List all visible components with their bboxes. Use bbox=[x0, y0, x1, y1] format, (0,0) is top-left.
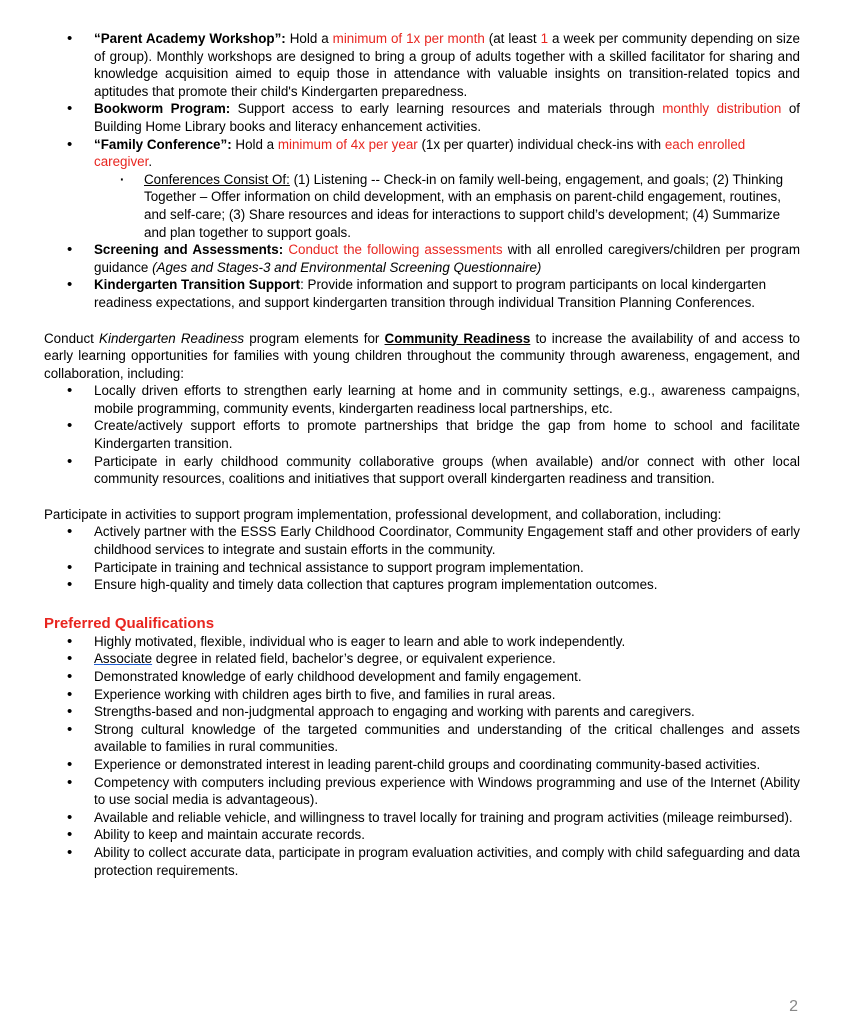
list-item-family-conference bbox=[44, 136, 800, 171]
list-item: • Strengths-based and non-judgmental approach to engaging and working with parents and caregivers. bbox=[44, 703, 800, 721]
paragraph-text: Conduct bbox=[44, 330, 100, 346]
list-item-screening bbox=[44, 241, 800, 276]
list-item: • Locally driven efforts to strengthen early learning at home and in community settings, e.g., awareness campaigns, mobile programming, community events, kindergarten readiness local partnerships, etc. bbox=[44, 382, 800, 417]
paragraph-text: program elements for bbox=[244, 330, 385, 346]
community-readiness-paragraph bbox=[44, 330, 800, 383]
item-title: “Family Conference”: bbox=[94, 136, 232, 152]
list-item-associate bbox=[44, 650, 800, 668]
list-item: • Ability to collect accurate data, participate in program evaluation activities, and comply with child safeguarding and data protection requirements. bbox=[44, 844, 800, 879]
highlight-text: Conduct the following assessments bbox=[288, 242, 503, 258]
list-item: • Demonstrated knowledge of early childhood development and family engagement. bbox=[44, 668, 800, 686]
highlight-text: minimum of 1x per month bbox=[332, 31, 485, 46]
highlight-text: 1 bbox=[540, 31, 549, 46]
item-text: Hold a bbox=[285, 31, 333, 46]
section-heading-preferred-qualifications: Preferred Qualifications bbox=[44, 614, 215, 632]
item-text: . bbox=[148, 154, 153, 170]
participate-list bbox=[44, 523, 800, 593]
list-item: • Experience or demonstrated interest in leading parent-child groups and coordinating community-based activities. bbox=[44, 756, 800, 774]
sub-item-label: Conferences Consist Of: bbox=[144, 171, 290, 187]
item-text: Support access to early learning resources and materials through bbox=[230, 101, 663, 117]
list-item-bookworm bbox=[44, 100, 800, 135]
italic-text: (Ages and Stages-3 and Environmental Screening Questionnaire) bbox=[152, 259, 542, 275]
item-text: degree in related field, bachelor’s degree, or equivalent experience. bbox=[152, 651, 556, 667]
list-item: • Create/actively support efforts to promote partnerships that bridge the gap from home to school and facilitate Kindergarten transition. bbox=[44, 417, 800, 452]
item-text: a week per community depending on size of group). Monthly workshops are designed to bring a group of adults together with a skilled facilitator for sharing and knowledge acquisition aimed to equip those in attendance with valuable insights on transition-related topics and aptitudes that promote their child's Kindergarten preparedness. bbox=[94, 31, 800, 99]
item-title: “Parent Academy Workshop”: bbox=[94, 31, 286, 46]
page-number: 2 bbox=[789, 998, 798, 1015]
item-text: : Provide information and support to program participants on local kindergarten readiness expectations, and support kindergarten transition through individual Transition Planning Conferences. bbox=[94, 277, 767, 310]
list-item-kindergarten-transition bbox=[44, 276, 800, 311]
list-item: • Strong cultural knowledge of the targeted communities and understanding of the critical challenges and assets available to families in rural communities. bbox=[44, 721, 800, 756]
list-item: • Available and reliable vehicle, and willingness to travel locally for training and program activities (mileage reimbursed). bbox=[44, 809, 800, 827]
list-item: • Experience working with children ages birth to five, and families in rural areas. bbox=[44, 686, 800, 704]
community-list bbox=[44, 382, 800, 488]
conference-sublist bbox=[44, 171, 800, 241]
participate-paragraph: Participate in activities to support program implementation, professional development, and collaboration, including: bbox=[44, 506, 722, 522]
item-text: (at least bbox=[484, 31, 541, 46]
list-item: • Actively partner with the ESSS Early Childhood Coordinator, Community Engagement staff and other providers of early childhood services to integrate and sustain efforts in the community. bbox=[44, 523, 800, 558]
spacer bbox=[44, 312, 800, 330]
paragraph-text: to increase the availability of and access to early learning opportunities for families with young children throughout the community through awareness, engagement, and collaboration, including: bbox=[44, 330, 800, 381]
program-components-list-continued bbox=[44, 241, 800, 311]
item-text: (1x per quarter) individual check-ins with bbox=[417, 136, 665, 152]
list-item: • Ensure high-quality and timely data collection that captures program implementation outcomes. bbox=[44, 576, 800, 594]
highlight-text: minimum of 4x per year bbox=[277, 136, 418, 152]
qualifications-list bbox=[44, 633, 800, 879]
list-item: • Competency with computers including previous experience with Windows programming and use of the Internet (Ability to use social media is advantageous). bbox=[44, 774, 800, 809]
spacer bbox=[44, 488, 800, 506]
list-item: • Ability to keep and maintain accurate records. bbox=[44, 826, 800, 844]
list-item-parent-academy bbox=[44, 30, 800, 100]
item-text: of Building Home Library books and literacy enhancement activities. bbox=[94, 101, 801, 134]
sub-list-item bbox=[144, 171, 800, 241]
spellcheck-underlined-word: Associate bbox=[94, 651, 153, 667]
item-title: Screening and Assessments: bbox=[94, 242, 284, 258]
highlight-text: monthly distribution bbox=[662, 101, 782, 117]
item-title: Bookworm Program: bbox=[94, 101, 231, 117]
item-text: with all enrolled caregivers/children per program guidance bbox=[94, 242, 800, 275]
list-item: • Participate in training and technical assistance to support program implementation. bbox=[44, 559, 800, 577]
highlight-text: each enrolled caregiver bbox=[94, 136, 746, 170]
sub-item-text: (1) Listening -- Check-in on family well-being, engagement, and goals; (2) Thinking Together – Offer information on child development, with an emphasis on parent-child engagement, routines, and self-care; (3) Share resources and ideas for interactions to support child’s development; (4) Summarize and plan together to support goals. bbox=[144, 171, 784, 240]
list-item: • Participate in early childhood community collaborative groups (when available) and/or connect with other local community resources, coalitions and initiatives that support overall kindergarten readiness and transition. bbox=[44, 453, 800, 488]
list-item: • Highly motivated, flexible, individual who is eager to learn and able to work independently. bbox=[44, 633, 800, 651]
program-components-list bbox=[44, 30, 800, 171]
community-readiness-term: Community Readiness bbox=[384, 330, 531, 346]
item-text: Hold a bbox=[231, 136, 278, 152]
italic-text: Kindergarten Readiness bbox=[99, 330, 245, 346]
document-page bbox=[44, 30, 800, 879]
item-title: Kindergarten Transition Support bbox=[94, 277, 301, 293]
